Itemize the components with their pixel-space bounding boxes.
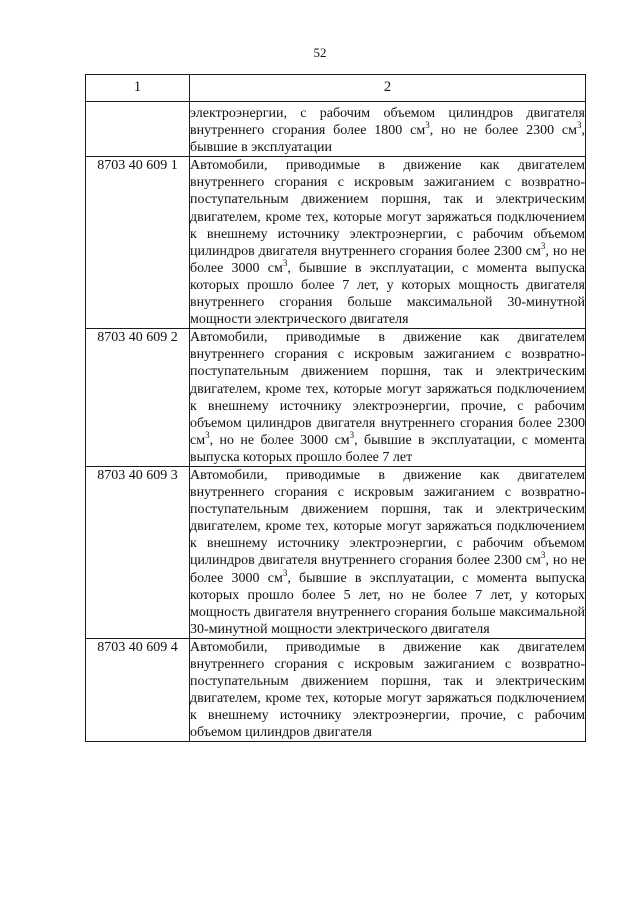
page-number: 52 <box>313 45 327 60</box>
table-row <box>86 466 586 638</box>
table-row <box>86 102 586 157</box>
tariff-table <box>85 74 586 742</box>
goods-description <box>190 466 586 638</box>
goods-description <box>190 157 586 329</box>
superscript: 3 <box>425 120 430 131</box>
column-header-code: 1 <box>86 75 190 102</box>
goods-description <box>190 638 586 742</box>
superscript: 3 <box>577 120 582 131</box>
description-text: , но не более 3000 см <box>190 243 586 276</box>
goods-description <box>190 329 586 467</box>
superscript: 3 <box>205 429 210 440</box>
tariff-code: 8703 40 609 1 <box>86 157 190 329</box>
tariff-code <box>86 102 190 157</box>
table-row <box>86 157 586 329</box>
superscript: 3 <box>282 567 288 578</box>
tariff-code: 8703 40 609 4 <box>86 638 190 742</box>
description-text: Автомобили, приводимые в движение как двигателем внутреннего сгорания с искровым зажиганием с возвратно-поступательным движением поршня, так и электрическим двигателем, кроме тех, которые могут заряжаться подключением к внешнему источнику электроэнергии, с рабочим объемом цилиндров двигателя внутреннего сгорания более 2300 см <box>190 158 585 259</box>
description-text: , но не более 2300 см <box>429 123 577 139</box>
goods-description <box>190 102 586 157</box>
description-text: , бывшие в эксплуатации <box>190 123 585 156</box>
description-text: Автомобили, приводимые в движение как двигателем внутреннего сгорания с искровым зажиганием с возвратно-поступательным движением поршня, так и электрическим двигателем, кроме тех, которые могут заряжаться подключением к внешнему источнику электроэнергии, прочие, с рабочим объемом цилиндров двигателя <box>190 639 585 741</box>
description-text: Автомобили, приводимые в движение как двигателем внутреннего сгорания с искровым зажиганием с возвратно-поступательным движением поршня, так и электрическим двигателем, кроме тех, которые могут заряжаться подключением к внешнему источнику электроэнергии, прочие, с рабочим объемом цилиндров двигателя внутреннего сгорания более 2300 см <box>190 330 585 448</box>
superscript: 3 <box>540 240 546 251</box>
description-text: электроэнергии, с рабочим объемом цилиндров двигателя внутреннего сгорания более 1800 см <box>190 106 585 139</box>
description-text: , но не более 3000 см <box>190 553 586 586</box>
description-text: , бывшие в эксплуатации, с момента выпуска которых прошло более 7 лет <box>190 432 585 465</box>
tariff-code: 8703 40 609 2 <box>86 329 190 467</box>
description-text: , бывшие в эксплуатации, с момента выпуска которых прошло более 5 лет, но не более 7 лет, у которых мощность двигателя внутреннего сгорания больше максимальной 30-минутной мощности электрического двигателя <box>190 570 585 637</box>
table-header-row <box>86 75 586 102</box>
description-text: , бывшие в эксплуатации, с момента выпуска которых прошло более 7 лет, у которых мощность двигателя внутреннего сгорания больше максимальной 30-минутной мощности электрического двигателя <box>190 260 585 328</box>
table-row <box>86 638 586 742</box>
tariff-code: 8703 40 609 3 <box>86 466 190 638</box>
superscript: 3 <box>540 550 546 561</box>
superscript: 3 <box>349 429 355 440</box>
description-text: Автомобили, приводимые в движение как двигателем внутреннего сгорания с искровым зажиганием с возвратно-поступательным движением поршня, так и электрическим двигателем, кроме тех, которые могут заряжаться подключением к внешнему источнику электроэнергии, с рабочим объемом цилиндров двигателя внутреннего сгорания более 2300 см <box>190 467 585 569</box>
table-row <box>86 329 586 467</box>
superscript: 3 <box>282 257 288 268</box>
column-header-description: 2 <box>190 75 586 102</box>
description-text: , но не более 3000 см <box>209 432 350 448</box>
